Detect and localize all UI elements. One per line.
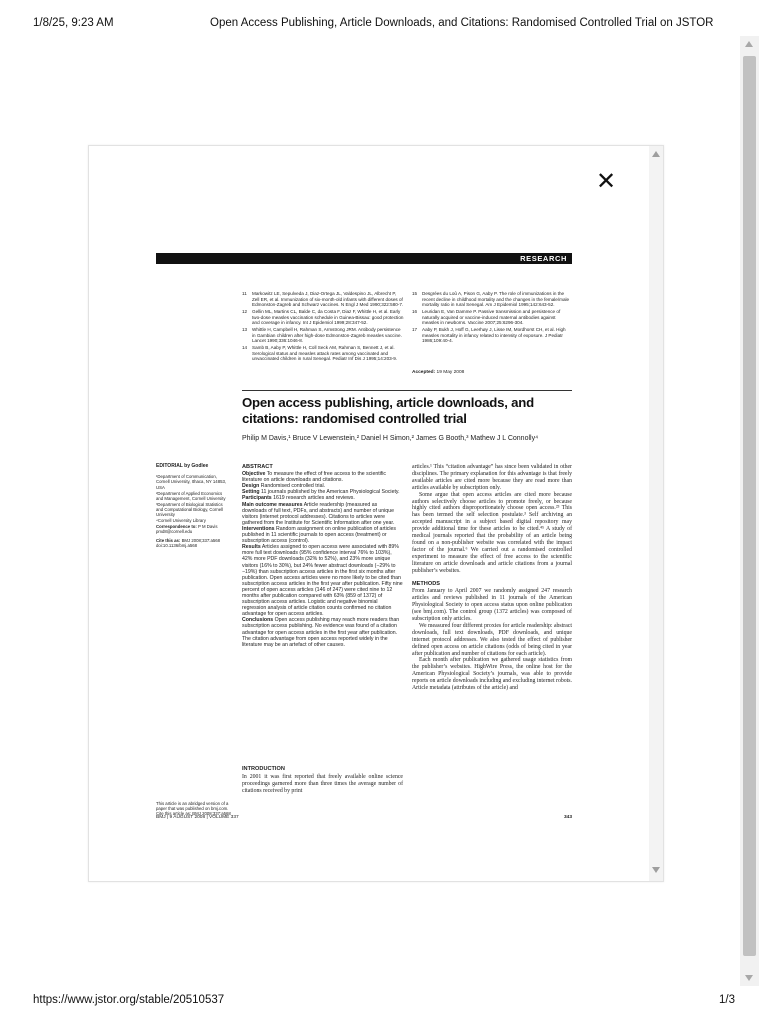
article-title: Open access publishing, article downloads, and citations: randomised controlled trial <box>242 395 534 426</box>
page-number: 343 <box>563 815 572 820</box>
body-paragraph: Some argue that open access articles are cited more because authors selectively choose articles to promote freely, or because highly cited authors disproportionately choose open access.²³ This has been termed the self selection postulate.³ Self archiving an accepted manuscript in a subject based digital repository may provide additional time for these articles to be cited.⁴⁵ A study of medical journals reported that the probability of an article being found on a non-publisher website was correlated with the impact factor of the journal.⁶ We carried out a randomised controlled experiment to measure the effect of free access to the scientific literature on article downloads and article citations from a journal publisher’s websites. <box>412 491 572 574</box>
abstract-participants: Participants 1619 research articles and reviews. <box>242 495 355 502</box>
affiliation: ¹Department of Communication, Cornell University, Ithaca, NY 14853, USA <box>156 474 227 490</box>
affiliation: ⁴Cornell University Library <box>156 518 206 524</box>
body-paragraph: Each month after publication we gathered usage statistics from the publisher’s websites. HighWire Press, the online host for the American Physiological Society’s journals, was able to provide reports on article downloads including and excluding internet robots. Article metadata (attributes of the article) and <box>412 657 572 692</box>
document-viewer <box>88 145 664 882</box>
print-page-count: 1/3 <box>719 994 735 1006</box>
print-footer <box>0 994 768 1010</box>
reference-item: 17 Aaby P, Bukh J, Hoff G, Leerhøy J, Lisse IM, Mordhorst CH, et al. High measles mortality in infancy related to intensity of exposure. J Pediatr 1986;109:40-4. <box>412 327 566 344</box>
print-header <box>0 17 768 33</box>
outer-scrollbar[interactable] <box>740 36 759 986</box>
reference-item: 16 Leuridan E, Van Damme P. Passive transmission and persistence of naturally acquired or vaccine-induced maternal antibodies against measles in newborns. Vaccine 2007;25:6296-304. <box>412 309 561 326</box>
abstract-outcomes: Main outcome measures Article readership (measured as downloads of full text, PDFs, and abstracts) and number of unique visitors (internet protocol addresses). Citations to articles were gathered from the Institute for Scientific Information after one year. <box>242 501 395 526</box>
abstract-design: Design Randomised controlled trial. <box>242 483 326 490</box>
print-date: 1/8/25, 9:23 AM <box>33 17 114 29</box>
reference-item: 13 Whittle H, Campbell H, Rahman S, Armstrong JRM. Antibody persistence in Gambian children after high-dose Edmonston-Zagreb measles vaccine. Lancet 1990;336:1046-8. <box>242 327 402 344</box>
body-paragraph: From January to April 2007 we randomly assigned 247 research articles and reviews published in 11 journals of the American Physiological Society to open access status upon online publication (see bmj.com). The control group (1372 articles) was composed of subscription only articles. <box>412 588 572 623</box>
introduction <box>242 766 403 795</box>
print-page-title: Open Access Publishing, Article Downloads, and Citations: Randomised Controlled Trial on JSTOR <box>210 17 714 29</box>
abstract-conclusions: Conclusions Open access publishing may reach more readers than subscription access publishing. No evidence was found of a citation advantage for open access articles in the first year after publication. The citation advantage from open access reported widely in the literature may be an artefact of other causes. <box>242 617 400 648</box>
reference-item: 14 Samb B, Aaby P, Whittle H, Coll Seck AM, Rahman S, Bennett J, et al. Serological status and measles attack rates among vaccinated and unvaccinated children in rural Senegal. Pediatr Inf Dis J 1995;14:203-9. <box>242 345 398 362</box>
affiliation: ²Department of Applied Economics and Management, Cornell University <box>156 490 226 501</box>
body-column <box>412 464 572 692</box>
body-paragraph: articles.¹ This “citation advantage” has since been validated in other disciplines. The primary explanation for this advantage is that freely available articles are cited more because they are read more than articles available by subscription only. <box>412 464 572 491</box>
abstract-setting: Setting 11 journals published by the American Physiological Society. <box>242 489 400 496</box>
abstract-heading: ABSTRACT <box>242 464 273 470</box>
introduction-text: In 2001 it was first reported that freely available online science proceedings garnered more than three times the average number of citations received by print <box>242 773 403 794</box>
viewer-scroll-down-icon[interactable] <box>652 867 660 873</box>
references-left <box>242 291 404 363</box>
methods-heading: METHODS <box>412 580 440 587</box>
scroll-up-arrow-icon[interactable] <box>745 41 753 47</box>
scroll-down-arrow-icon[interactable] <box>745 975 753 981</box>
abstract <box>242 464 403 648</box>
print-url: https://www.jstor.org/stable/20510537 <box>33 994 225 1006</box>
correspondence: Correspondence to: P M Davis pmd8@cornell.edu <box>156 524 218 535</box>
abstract-interventions: Interventions Random assignment on online publication of articles published in 11 scientific journals to open access (treatment) or subscription access (control). <box>242 525 396 545</box>
reference-item: 11 Markowitz LE, Sepulveda J, Diaz-Ortega JL, Valdespino JL, Albrecht P, Zell ER, et al. Immunization of six-month-old infants with different doses of Edmonston-Zagreb and Schwarz vaccines. N Engl J Med 1990;322:580-7. <box>242 291 404 308</box>
article-sidebar <box>156 464 230 548</box>
journal-issue: BMJ | 9 AUGUST 2008 | VOLUME 337 <box>156 815 239 820</box>
viewer-scroll-up-icon[interactable] <box>652 151 660 157</box>
abstract-objective: Objective To measure the effect of free access to the scientific literature on article downloads and citations. <box>242 471 386 484</box>
cite-as: Cite this as: BMJ 2008;337:a568 doi:10.1136/bmj.a568 <box>156 537 221 548</box>
outer-scrollbar-thumb[interactable] <box>743 56 756 956</box>
correspondence-email[interactable]: pmd8@cornell.edu <box>156 529 193 535</box>
editorial-link[interactable]: EDITORIAL by Godlee <box>156 463 209 469</box>
close-icon[interactable]: ✕ <box>595 167 617 195</box>
body-paragraph: We measured four different proxies for article readership: abstract downloads, full text downloads, PDF downloads, and unique internet protocol addresses. We also tested the effect of publisher defined open access on article citations (odds of being cited in year after publication and number of citations for each article). <box>412 622 572 657</box>
reference-item: 12 Gellin ML, Martins CL, Balde C, da Costa F, Diaz F, Whittle H, et al. Early two-dose measles vaccination schedule in Guinea-Bissau: good protection and coverage in infancy. Int J Epidemiol 1999;28:347-52. <box>242 309 404 326</box>
abridged-note: This article is an abridged version of a paper that was published on bmj.com. Cite this article as: BMJ 2008;337:a568 <box>156 801 231 817</box>
title-rule <box>242 390 572 391</box>
section-bar <box>156 253 572 264</box>
abstract-results: Results Articles assigned to open access were associated with 89% more full text downloads (95% confidence interval 76% to 103%), 42% more PDF downloads (32% to 52%), and 23% more unique visitors (16% to 30%), but 24% fewer abstract downloads (−29% to −19%) than subscription access articles in the first six months after publication. Open access articles were no more likely to be cited than subscription access articles in the first year after publication. Fifty nine percent of open access articles (146 of 247) were cited nine to 12 months after publication compared with 63% (859 of 1372) of subscription access articles. Logistic and negative binomial regression analysis of article citation counts confirmed no citation advantage for open access articles. <box>242 544 403 618</box>
references-right <box>412 291 570 345</box>
affiliation: ³Department of Biological Statistics and Computational Biology, Cornell University <box>156 501 224 518</box>
introduction-heading: INTRODUCTION <box>242 766 285 772</box>
reference-item: 15 Desgrées du Loû A, Pison G, Aaby P. The role of immunizations in the recent decline in childhood mortality and the changes in the female/male mortality ratio in rural Senegal. Am J Epidemiol 1995;142:643-52. <box>412 291 570 308</box>
article-authors: Philip M Davis,¹ Bruce V Lewenstein,² Daniel H Simon,² James G Booth,³ Mathew J L Connolly⁴ <box>242 435 539 442</box>
accepted-date: Accepted: 19 May 2008 <box>412 370 465 375</box>
viewer-scrollbar[interactable] <box>649 146 663 881</box>
document-page <box>89 146 649 881</box>
section-label: RESEARCH <box>520 254 567 263</box>
